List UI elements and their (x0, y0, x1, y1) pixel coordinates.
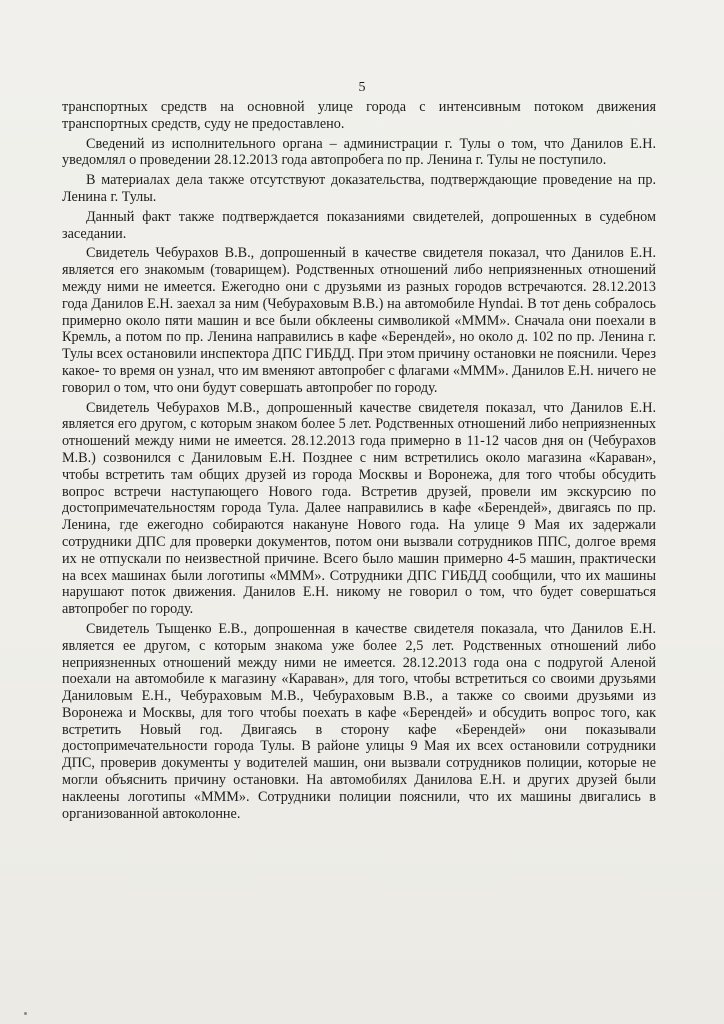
paragraph-no-evidence: В материалах дела также отсутствуют доказательства, подтверждающие проведение на пр. Ленина г. Тулы. (62, 172, 656, 205)
paragraph-witness-cheburakhov-vv: Свидетель Чебурахов В.В., допрошенный в качестве свидетеля показал, что Данилов Е.Н. является его знакомым (товарищем). Родственных отношений либо неприязненных отношений между ними не имеется. Ежегодно они с друзьями из разных городов встречаются. 28.12.2013 года Данилов Е.Н. заехал за ним (Чебураховым В.В.) на автомобиле Hyndai. В тот день собралось примерно около пяти машин и все были обклеены символикой «МММ». Сначала они поехали в Кремль, а потом по пр. Ленина направились в кафе «Берендей», но около д. 102 по пр. Ленина г. Тулы всех остановили инспектора ДПС ГИБДД. При этом причину остановки не пояснили. Через какое- то время он узнал, что им вменяют автопробег с флагами «МММ». Данилов Е.Н. ничего не говорил о том, что они будут совершать автопробег по городу. (62, 245, 656, 396)
paragraph-witness-intro: Данный факт также подтверждается показаниями свидетелей, допрошенных в судебном заседании. (62, 208, 656, 242)
paragraph-witness-cheburakhov-mv: Свидетель Чебурахов М.В., допрошенный качестве свидетеля показал, что Данилов Е.Н. является его другом, с которым знаком более 5 лет. Родственных отношений либо неприязненных отношений между ними не имеется. 28.12.2013 года примерно в 11-12 часов дня он (Чебурахов М.В.) созвонился с Даниловым Е.Н. Позднее с ним встретились около магазина «Караван», чтобы встретить там общих друзей из города Москвы и Воронежа, для того чтобы обсудить вопрос встречи наступающего Нового года. Встретив друзей, провели им экскурсию по достопримечательностям города Тула. Далее направились в кафе «Берендей», двигаясь по пр. Ленина, где ежегодно собираются накануне Нового года. На улице 9 Мая их задержали сотрудники ДПС для проверки документов, потом они вызвали сотрудников ППС, долгое время их не отпускали по неизвестной причине. Всего было машин примерно 4-5 машин, практически на всех машинах были логотипы «МММ». Сотрудники ДПС ГИБДД сообщили, что их машины нарушают поток движения. Данилов Е.Н. никому не говорил о том, что будет совершаться автопробег по городу. (62, 399, 656, 618)
page-number: 5 (358, 80, 366, 95)
paragraph-administration-info: Сведений из исполнительного органа – администрации г. Тулы о том, что Данилов Е.Н. уведомлял о проведении 28.12.2013 года автопробега по пр. Ленина г. Тулы не поступило. (62, 135, 656, 169)
paragraph-witness-tyshchenko: Свидетель Тыщенко Е.В., допрошенная в качестве свидетеля показала, что Данилов Е.Н. является ее другом, с которым знакома уже более 2,5 лет. Родственных отношений либо неприязненных отношений между ними не имеется. 28.12.2013 года она с подругой Аленой поехали на автомобиле к магазину «Караван», для того, чтобы встретиться со своими друзьями Даниловым Е.Н., Чебураховым М.В., Чебураховым В.В., а также со своими друзьями из Воронежа и Москвы, для того чтобы поехать в кафе «Берендей» и обсудить вопрос того, как встретить Новый год. Двигаясь в сторону кафе «Берендей» они показывали достопримечательности города Тулы. В районе улицы 9 Мая их всех остановили сотрудники ДПС, проверив документы у водителей машин, они вызвали сотрудников полиции, которые не могли объяснить причину остановки. На автомобилях Данилова Е.Н. и других друзей были наклеены логотипы «МММ». Сотрудники полиции пояснили, что их машины двигались в организованной автоколонне. (62, 620, 656, 822)
paragraph-continuation: транспортных средств на основной улице города с интенсивным потоком движения транспортных средств, суду не предоставлено. (62, 99, 656, 132)
scan-speck (24, 1012, 27, 1015)
document-body (62, 99, 656, 825)
